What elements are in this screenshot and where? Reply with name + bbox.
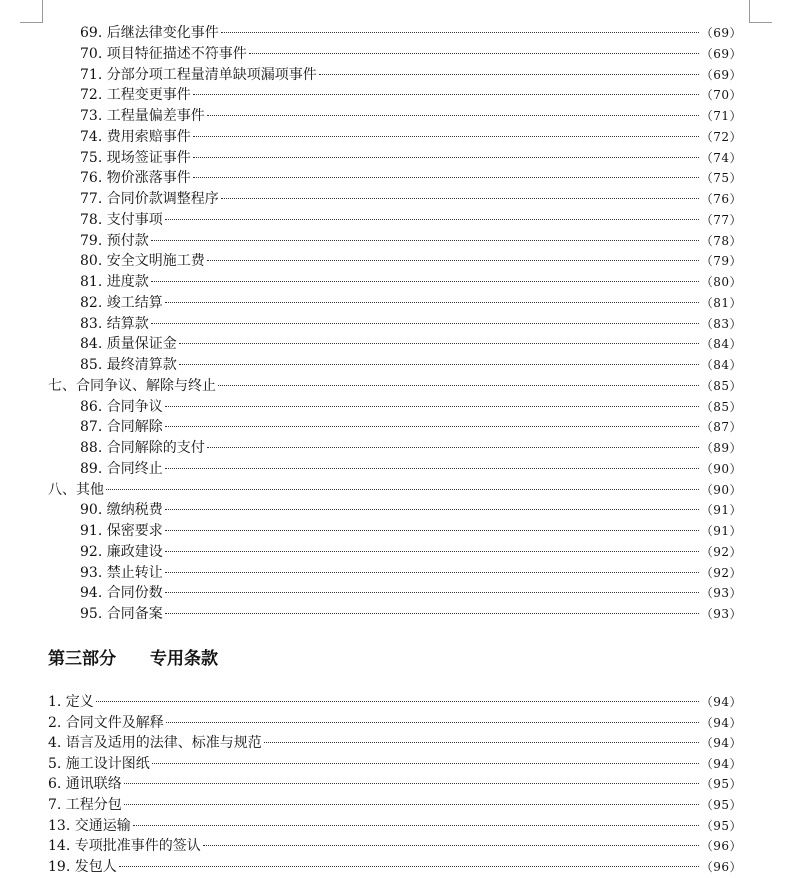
toc-entry-label: 94. 合同份数 — [80, 585, 163, 602]
toc-entry-label: 79. 预付款 — [80, 232, 149, 249]
toc-entry[interactable] — [80, 521, 742, 541]
toc-entry-page-number: （87） — [700, 420, 742, 435]
toc-entry-page-number: （69） — [700, 46, 742, 61]
toc-entry[interactable] — [80, 293, 742, 313]
dot-leader — [193, 135, 699, 137]
toc-entry[interactable] — [48, 836, 742, 856]
toc-entry-label: 70. 项目特征描述不符事件 — [80, 45, 247, 62]
toc-entry[interactable] — [48, 480, 742, 500]
dot-leader — [106, 488, 699, 490]
toc-entry-page-number: （96） — [700, 859, 742, 874]
toc-entry-label: 78. 支付事项 — [80, 211, 163, 228]
dot-leader — [165, 425, 699, 427]
toc-entry-page-number: （95） — [700, 777, 742, 792]
toc-entry-label: 88. 合同解除的支付 — [80, 440, 205, 456]
toc-entry[interactable] — [48, 774, 742, 794]
dot-leader — [221, 31, 699, 33]
page-corner-mark-left — [20, 0, 43, 23]
toc-entry[interactable] — [80, 500, 742, 520]
toc-entry-label: 69. 后继法律变化事件 — [80, 25, 219, 41]
toc-entry-page-number: （72） — [700, 129, 742, 144]
toc-entry-label: 91. 保密要求 — [80, 523, 163, 539]
toc-entry[interactable] — [48, 754, 742, 774]
toc-entry-page-number: （92） — [700, 544, 742, 559]
toc-entry-label: 1. 定义 — [48, 694, 94, 710]
toc-entry[interactable] — [80, 397, 742, 417]
dot-leader — [165, 508, 699, 510]
dot-leader — [165, 405, 699, 407]
toc-entry-page-number: （91） — [700, 503, 742, 518]
toc-entry[interactable] — [80, 148, 742, 168]
toc-entry-page-number: （94） — [700, 695, 742, 709]
toc-entry[interactable] — [48, 857, 742, 877]
toc-entry-label: 72. 工程变更事件 — [80, 87, 191, 104]
toc-entry[interactable] — [48, 376, 742, 396]
toc-entry[interactable] — [80, 583, 742, 603]
toc-entry-label: 74. 费用索赔事件 — [80, 128, 191, 145]
toc-entry-page-number: （69） — [700, 26, 742, 40]
toc-entry-page-number: （96） — [700, 839, 742, 854]
toc-entry-page-number: （93） — [700, 607, 742, 621]
toc-entry-page-number: （69） — [700, 67, 742, 82]
toc-entry[interactable] — [80, 44, 742, 64]
toc-entry-label: 75. 现场签证事件 — [80, 149, 191, 166]
toc-entry-label: 87. 合同解除 — [80, 419, 163, 436]
dot-leader — [319, 73, 699, 75]
dot-leader — [124, 782, 699, 784]
toc-entry-page-number: （77） — [700, 212, 742, 227]
toc-entry-label: 93. 禁止转让 — [80, 564, 163, 581]
toc-entry-page-number: （94） — [700, 736, 742, 751]
dot-leader — [165, 529, 699, 531]
toc-entry-page-number: （83） — [700, 316, 742, 331]
toc-entry[interactable] — [80, 542, 742, 562]
toc-entry-label: 6. 通讯联络 — [48, 776, 122, 793]
toc-entry-label: 4. 语言及适用的法律、标准与规范 — [48, 735, 262, 752]
toc-entry-label: 92. 廉政建设 — [80, 543, 163, 560]
toc-entry[interactable] — [48, 733, 742, 753]
dot-leader — [151, 280, 699, 282]
toc-entry-page-number: （70） — [700, 88, 742, 103]
dot-leader — [193, 93, 699, 95]
toc-entry[interactable] — [80, 563, 742, 583]
toc-entry-label: 86. 合同争议 — [80, 398, 163, 415]
toc-entry[interactable] — [48, 692, 742, 712]
toc-entry-label: 5. 施工设计图纸 — [48, 755, 150, 772]
dot-leader — [133, 824, 699, 826]
dot-leader — [203, 844, 699, 846]
dot-leader — [207, 446, 699, 448]
toc-entry[interactable] — [80, 127, 742, 147]
dot-leader — [249, 52, 699, 54]
toc-entry-label: 八、其他 — [48, 481, 104, 498]
toc-entry[interactable] — [80, 459, 742, 479]
toc-entry[interactable] — [80, 210, 742, 230]
toc-entry[interactable] — [80, 231, 742, 251]
toc-entry-page-number: （91） — [700, 524, 742, 538]
toc-entry-page-number: （85） — [700, 378, 742, 393]
toc-entry-label: 19. 发包人 — [48, 858, 117, 875]
dot-leader — [165, 550, 699, 552]
toc-entry-page-number: （74） — [700, 150, 742, 165]
toc-entry[interactable] — [80, 604, 742, 624]
toc-entry-label: 14. 专项批准事件的签认 — [48, 838, 201, 855]
toc-entry[interactable] — [80, 251, 742, 271]
dot-leader — [165, 612, 699, 614]
page-corner-mark-right — [749, 0, 772, 23]
toc-entry-page-number: （71） — [700, 109, 742, 123]
toc-entry-page-number: （93） — [700, 586, 742, 601]
toc-entry[interactable] — [80, 168, 742, 188]
toc-entry[interactable] — [80, 355, 742, 375]
toc-entry-label: 七、合同争议、解除与终止 — [48, 377, 216, 394]
toc-entry-page-number: （80） — [700, 275, 742, 289]
toc-entry-label: 85. 最终清算款 — [80, 357, 177, 373]
toc-entry-page-number: （79） — [700, 254, 742, 269]
toc-entry[interactable] — [80, 272, 742, 292]
toc-entry-page-number: （95） — [700, 798, 742, 812]
toc-entry-label: 76. 物价涨落事件 — [80, 170, 191, 187]
dot-leader — [124, 803, 699, 805]
dot-leader — [151, 322, 699, 324]
dot-leader — [166, 721, 699, 723]
toc-entry-page-number: （76） — [700, 192, 742, 206]
dot-leader — [221, 197, 699, 199]
toc-entry[interactable] — [48, 795, 742, 815]
dot-leader — [151, 239, 699, 241]
dot-leader — [165, 467, 699, 469]
toc-entry[interactable] — [80, 334, 742, 354]
toc-entry-page-number: （92） — [700, 565, 742, 580]
toc-entry-label: 73. 工程量偏差事件 — [80, 108, 205, 124]
dot-leader — [179, 342, 699, 344]
dot-leader — [165, 571, 699, 573]
toc-entry-page-number: （75） — [700, 171, 742, 186]
toc-entry[interactable] — [80, 106, 742, 126]
toc-entry-label: 77. 合同价款调整程序 — [80, 191, 219, 207]
toc-entry-page-number: （94） — [700, 756, 742, 771]
toc-entry-label: 84. 质量保证金 — [80, 336, 177, 353]
toc-entry[interactable] — [80, 314, 742, 334]
toc-entry-page-number: （81） — [700, 295, 742, 310]
toc-entry[interactable] — [80, 438, 742, 458]
toc-entry[interactable] — [80, 85, 742, 105]
dot-leader — [119, 865, 699, 867]
dot-leader — [207, 259, 699, 261]
toc-entry-page-number: （95） — [700, 818, 742, 833]
dot-leader — [165, 218, 699, 220]
dot-leader — [165, 301, 699, 303]
dot-leader — [179, 363, 699, 365]
toc-entry-label: 13. 交通运输 — [48, 817, 131, 834]
toc-entry-label: 80. 安全文明施工费 — [80, 253, 205, 270]
toc-entry-label: 81. 进度款 — [80, 274, 149, 290]
toc-entry[interactable] — [80, 189, 742, 209]
dot-leader — [152, 762, 699, 764]
toc-entry-page-number: （84） — [700, 358, 742, 372]
toc-entry-label: 2. 合同文件及解释 — [48, 714, 164, 731]
section-heading: 第三部分 专用条款 — [48, 649, 218, 669]
toc-entry-label: 82. 竣工结算 — [80, 294, 163, 311]
toc-entry-label: 89. 合同终止 — [80, 460, 163, 477]
dot-leader — [193, 156, 699, 158]
toc-entry-label: 7. 工程分包 — [48, 797, 122, 813]
dot-leader — [218, 384, 699, 386]
dot-leader — [264, 741, 699, 743]
toc-entry-page-number: （84） — [700, 337, 742, 352]
toc-entry[interactable] — [80, 65, 742, 85]
toc-entry[interactable] — [48, 713, 742, 733]
toc-entry-label: 90. 缴纳税费 — [80, 502, 163, 519]
toc-entry[interactable] — [48, 816, 742, 836]
toc-entry-label: 95. 合同备案 — [80, 606, 163, 622]
toc-entry-label: 71. 分部分项工程量清单缺项漏项事件 — [80, 66, 317, 83]
toc-entry-page-number: （89） — [700, 441, 742, 455]
dot-leader — [207, 114, 699, 116]
toc-entry-page-number: （90） — [700, 482, 742, 497]
toc-entry-label: 83. 结算款 — [80, 315, 149, 332]
toc-entry-page-number: （85） — [700, 399, 742, 414]
toc-entry-page-number: （90） — [700, 461, 742, 476]
dot-leader — [96, 700, 699, 702]
dot-leader — [193, 176, 699, 178]
dot-leader — [165, 591, 699, 593]
toc-entry[interactable] — [80, 417, 742, 437]
toc-entry-page-number: （78） — [700, 233, 742, 248]
toc-entry[interactable] — [80, 23, 742, 43]
toc-entry-page-number: （94） — [700, 715, 742, 730]
